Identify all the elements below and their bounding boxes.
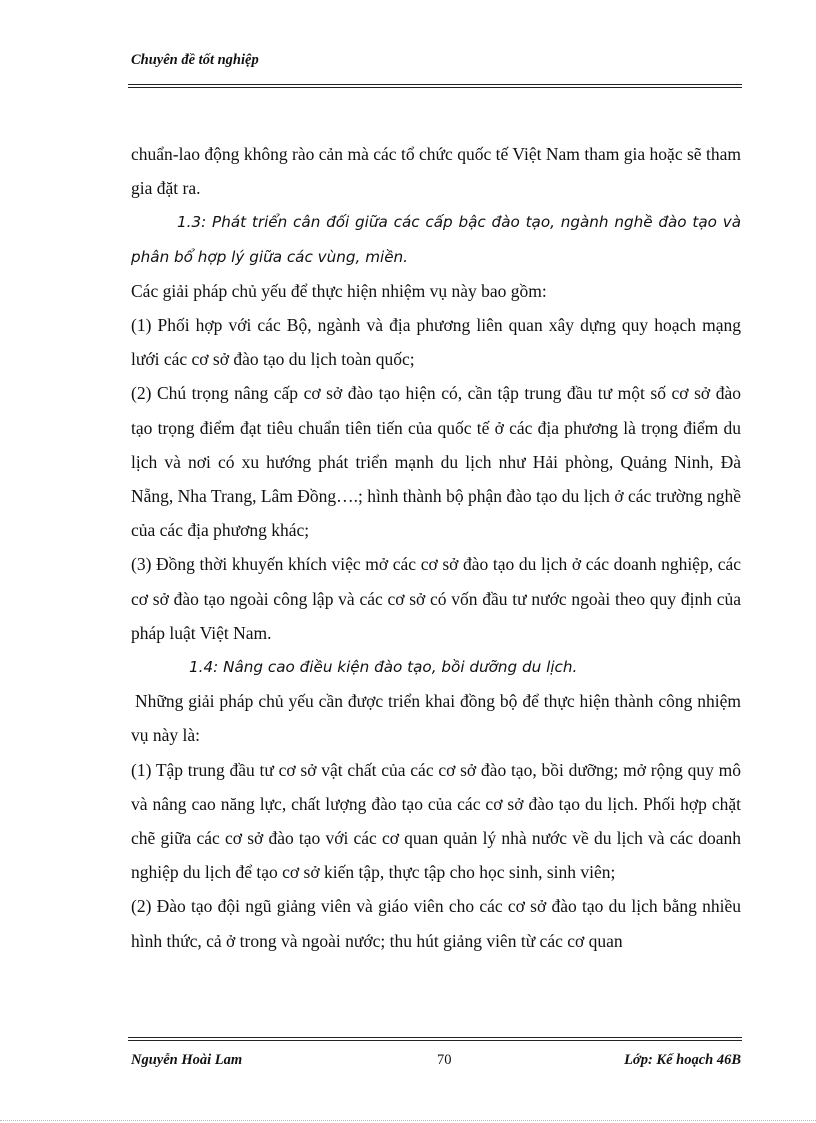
header-rule bbox=[128, 84, 742, 88]
list-item: (1) Phối hợp với các Bộ, ngành và địa phương liên quan xây dựng quy hoạch mạng lưới các cơ sở đào tạo du lịch toàn quốc; bbox=[131, 315, 741, 370]
section-heading-1-3: 1.3: Phát triển cân đối giữa các cấp bậc đào tạo, ngành nghề đào tạo và phân bổ hợp lý giữa các vùng, miền. bbox=[131, 213, 741, 266]
paragraph: chuẩn-lao động không rào cản mà các tổ chức quốc tế Việt Nam tham gia hoặc sẽ tham gia đặt ra. bbox=[131, 144, 741, 199]
section-heading-1-4: 1.4: Nâng cao điều kiện đào tạo, bồi dưỡng du lịch. bbox=[189, 658, 578, 677]
list-item: (3) Đồng thời khuyến khích việc mở các cơ sở đào tạo du lịch ở các doanh nghiệp, các cơ sở đào tạo ngoài công lập và các cơ sở có vốn đầu tư nước ngoài theo quy định của pháp luật Việt Nam. bbox=[131, 554, 741, 643]
page-edge-divider bbox=[0, 1120, 816, 1121]
footer-class: Lớp: Kế hoạch 46B bbox=[624, 1052, 741, 1068]
document-body bbox=[131, 137, 741, 958]
footer-rule bbox=[128, 1037, 742, 1041]
page-footer bbox=[131, 1052, 741, 1074]
footer-author: Nguyễn Hoài Lam bbox=[131, 1052, 243, 1068]
page-header-title: Chuyên đề tốt nghiệp bbox=[131, 52, 259, 68]
paragraph: Các giải pháp chủ yếu để thực hiện nhiệm vụ này bao gồm: bbox=[131, 280, 547, 301]
paragraph: Những giải pháp chủ yếu cần được triển khai đồng bộ để thực hiện thành công nhiệm vụ này là: bbox=[131, 691, 741, 746]
list-item: (1) Tập trung đầu tư cơ sở vật chất của các cơ sở đào tạo, bồi dưỡng; mở rộng quy mô và nâng cao năng lực, chất lượng đào tạo của các cơ sở đào tạo du lịch. Phối hợp chặt chẽ giữa các cơ sở đào tạo với các cơ quan quản lý nhà nước về du lịch và các doanh nghiệp du lịch để tạo cơ sở kiến tập, thực tập cho học sinh, sinh viên; bbox=[131, 759, 741, 883]
list-item: (2) Đào tạo đội ngũ giảng viên và giáo viên cho các cơ sở đào tạo du lịch bằng nhiều hình thức, cả ở trong và ngoài nước; thu hút giảng viên từ các cơ quan bbox=[131, 896, 741, 951]
list-item: (2) Chú trọng nâng cấp cơ sở đào tạo hiện có, cần tập trung đầu tư một số cơ sở đào tạo trọng điểm đạt tiêu chuẩn tiên tiến của quốc tế ở các địa phương là trọng điểm du lịch và nơi có xu hướng phát triển mạnh du lịch như Hải phòng, Quảng Ninh, Đà Nẵng, Nha Trang, Lâm Đồng….; hình thành bộ phận đào tạo du lịch ở các trường nghề của các địa phương khác; bbox=[131, 383, 741, 541]
page-number: 70 bbox=[437, 1052, 452, 1068]
